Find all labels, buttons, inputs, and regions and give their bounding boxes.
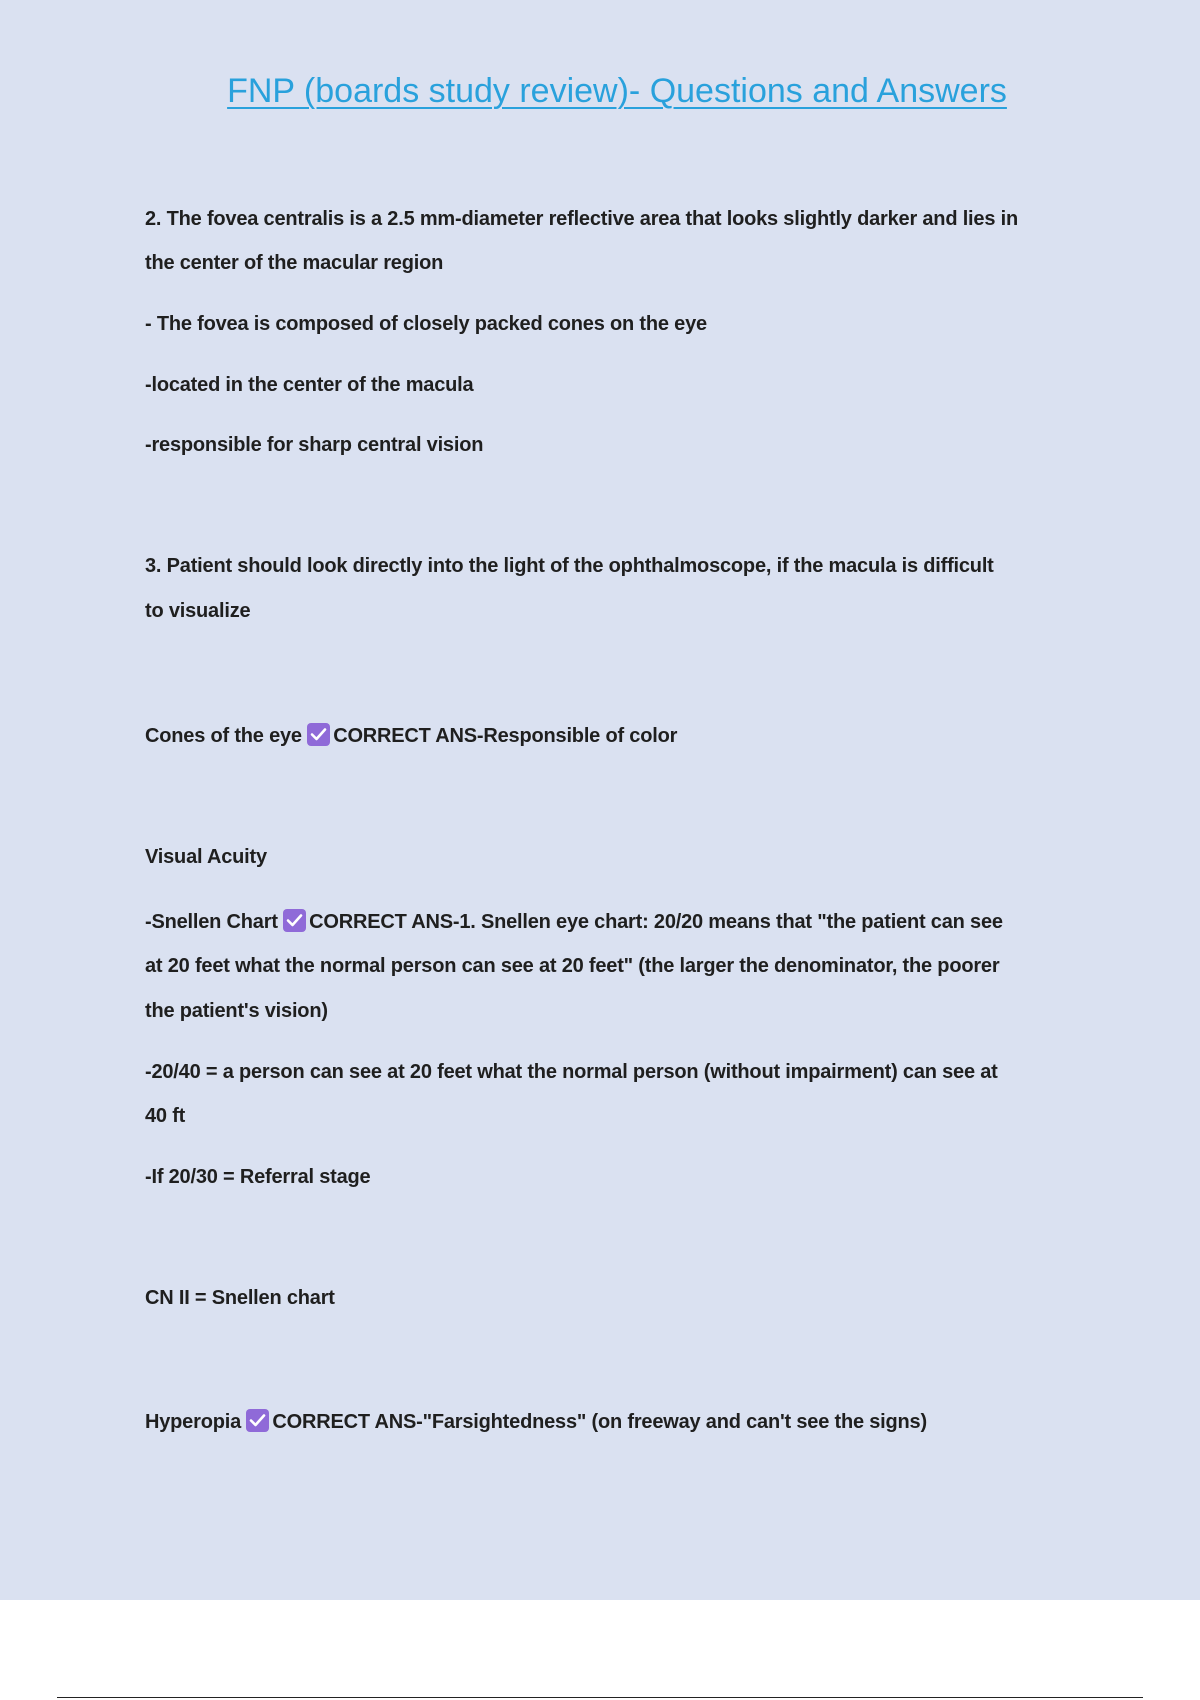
hyperopia-answer: CORRECT ANS-"Farsightedness" (on freeway and can't see the signs)	[272, 1411, 927, 1433]
q2-bullet-3: -responsible for sharp central vision	[145, 434, 484, 456]
cn2-entry: CN II = Snellen chart	[145, 1287, 335, 1309]
q2-bullet-2: -located in the center of the macula	[145, 374, 474, 396]
snellen-term: -Snellen Chart	[145, 911, 278, 933]
visual-acuity-heading: Visual Acuity	[145, 846, 267, 868]
page-title-text: FNP (boards study review)- Questions and Answers	[227, 72, 1007, 110]
cones-term: Cones of the eye	[145, 725, 302, 747]
snellen-answer-line-1: CORRECT ANS-1. Snellen eye chart: 20/20 means that "the patient can see	[309, 911, 1003, 933]
snellen-answer-line-2: at 20 feet what the normal person can see at 20 feet" (the larger the denominator, the poorer	[145, 955, 1000, 977]
acuity-note-1-line-2: 40 ft	[145, 1105, 186, 1127]
q2-line-1: 2. The fovea centralis is a 2.5 mm-diameter reflective area that looks slightly darker and lies in	[145, 208, 1018, 230]
hyperopia-term: Hyperopia	[145, 1411, 242, 1433]
hyperopia-entry	[145, 1409, 1105, 1434]
page-title	[0, 72, 1200, 111]
q3-line-2: to visualize	[145, 600, 251, 622]
snellen-answer-line-3: the patient's vision)	[145, 1000, 328, 1022]
check-box-icon	[246, 1409, 269, 1432]
check-box-icon	[283, 909, 306, 932]
footer-divider	[57, 1697, 1143, 1698]
acuity-note-1-line-1: -20/40 = a person can see at 20 feet what the normal person (without impairment) can see at	[145, 1061, 998, 1083]
check-box-icon	[307, 723, 330, 746]
cones-entry	[145, 723, 1105, 748]
snellen-entry	[145, 909, 1105, 934]
q3-line-1: 3. Patient should look directly into the light of the ophthalmoscope, if the macula is difficult	[145, 555, 994, 577]
cones-answer: CORRECT ANS-Responsible of color	[333, 725, 678, 747]
q2-bullet-1: - The fovea is composed of closely packed cones on the eye	[145, 313, 707, 335]
acuity-note-2: -If 20/30 = Referral stage	[145, 1166, 371, 1188]
q2-line-2: the center of the macular region	[145, 252, 444, 274]
